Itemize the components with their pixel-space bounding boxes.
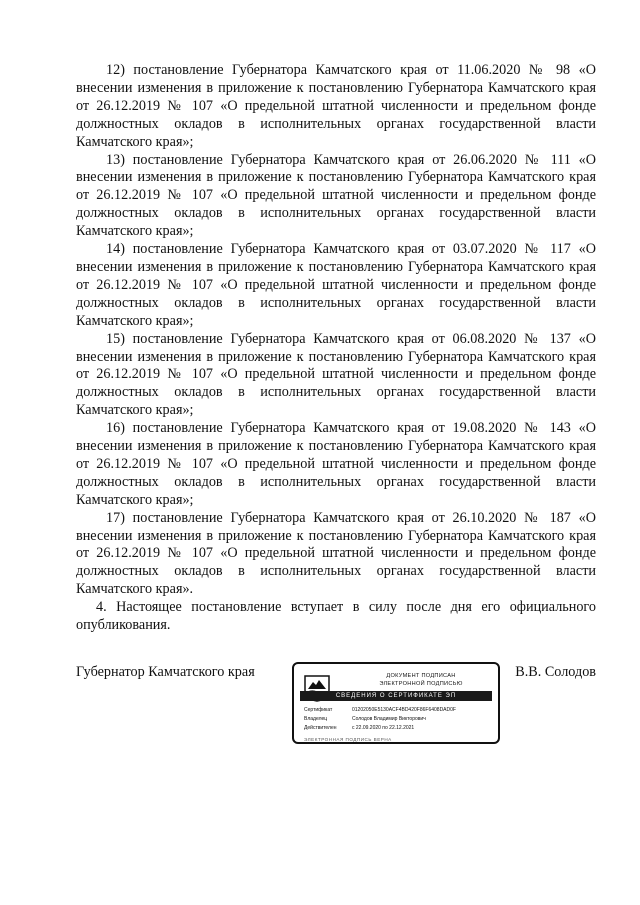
effective-clause: 4. Настоящее постановление вступает в силу после дня его официального опубликования. [76, 599, 596, 634]
signature-block [76, 662, 596, 762]
list-item-12: 12) постановление Губернатора Камчатского края от 11.06.2020 № 98 «О внесении изменения в приложение к постановлению Губернатора Камчатского края от 26.12.2019 № 107 «О предельной штатной численности и предельном фонде должностных окладов в исполнительных органах государственной власти Камчатского края»; [76, 62, 596, 150]
electronic-signature-stamp [292, 662, 500, 744]
stamp-header-line1: ДОКУМЕНТ ПОДПИСАН [386, 673, 456, 679]
stamp-valid-row [304, 725, 414, 731]
list-item-15: 15) постановление Губернатора Камчатского края от 06.08.2020 № 137 «О внесении изменения в приложение к постановлению Губернатора Камчатского края от 26.12.2019 № 107 «О предельной штатной численности и предельном фонде должностных окладов в исполнительных органах государственной власти Камчатского края»; [76, 330, 596, 419]
signatory-name: В.В. Солодов [515, 664, 596, 680]
cert-label: Сертификат [304, 707, 333, 713]
stamp-header-line2: ЭЛЕКТРОННОЙ ПОДПИСЬЮ [379, 681, 463, 687]
list-item-17: 17) постановление Губернатора Камчатского края от 26.10.2020 № 187 «О внесении изменения в приложение к постановлению Губернатора Камчатского края от 26.12.2019 № 107 «О предельной штатной численности и предельном фонде должностных окладов в исполнительных органах государственной власти Камчатского края». [76, 509, 596, 598]
cert-value: 01202050E5130ACF4BD420F86F6408DAD0F [352, 707, 456, 713]
owner-label: Владелец [304, 716, 328, 722]
list-item-13: 13) постановление Губернатора Камчатского края от 26.06.2020 № 111 «О внесении изменения в приложение к постановлению Губернатора Камчатского края от 26.12.2019 № 107 «О предельной штатной численности и предельном фонде должностных окладов в исполнительных органах государственной власти Камчатского края»; [76, 151, 596, 240]
owner-value: Солодов Владимир Викторович [352, 716, 426, 722]
valid-value: с 22.09.2020 по 22.12.2021 [352, 725, 415, 731]
list-item-14: 14) постановление Губернатора Камчатского края от 03.07.2020 № 117 «О внесении изменения в приложение к постановлению Губернатора Камчатского края от 26.12.2019 № 107 «О предельной штатной численности и предельном фонде должностных окладов в исполнительных органах государственной власти Камчатского края»; [76, 241, 596, 329]
stamp-footer: ЭЛЕКТРОННАЯ ПОДПИСЬ ВЕРНА [304, 737, 392, 742]
stamp-certificate-bar: СВЕДЕНИЯ О СЕРТИФИКАТЕ ЭП [300, 691, 492, 701]
stamp-cert-row [304, 707, 456, 713]
list-item-16: 16) постановление Губернатора Камчатского края от 19.08.2020 № 143 «О внесении изменения в приложение к постановлению Губернатора Камчатского края от 26.12.2019 № 107 «О предельной штатной численности и предельном фонде должностных окладов в исполнительных органах государственной власти Камчатского края»; [76, 420, 596, 508]
stamp-owner-row [304, 716, 426, 722]
document-body [76, 62, 596, 635]
valid-label: Действителен [304, 725, 337, 731]
signatory-title: Губернатор Камчатского края [76, 664, 255, 680]
